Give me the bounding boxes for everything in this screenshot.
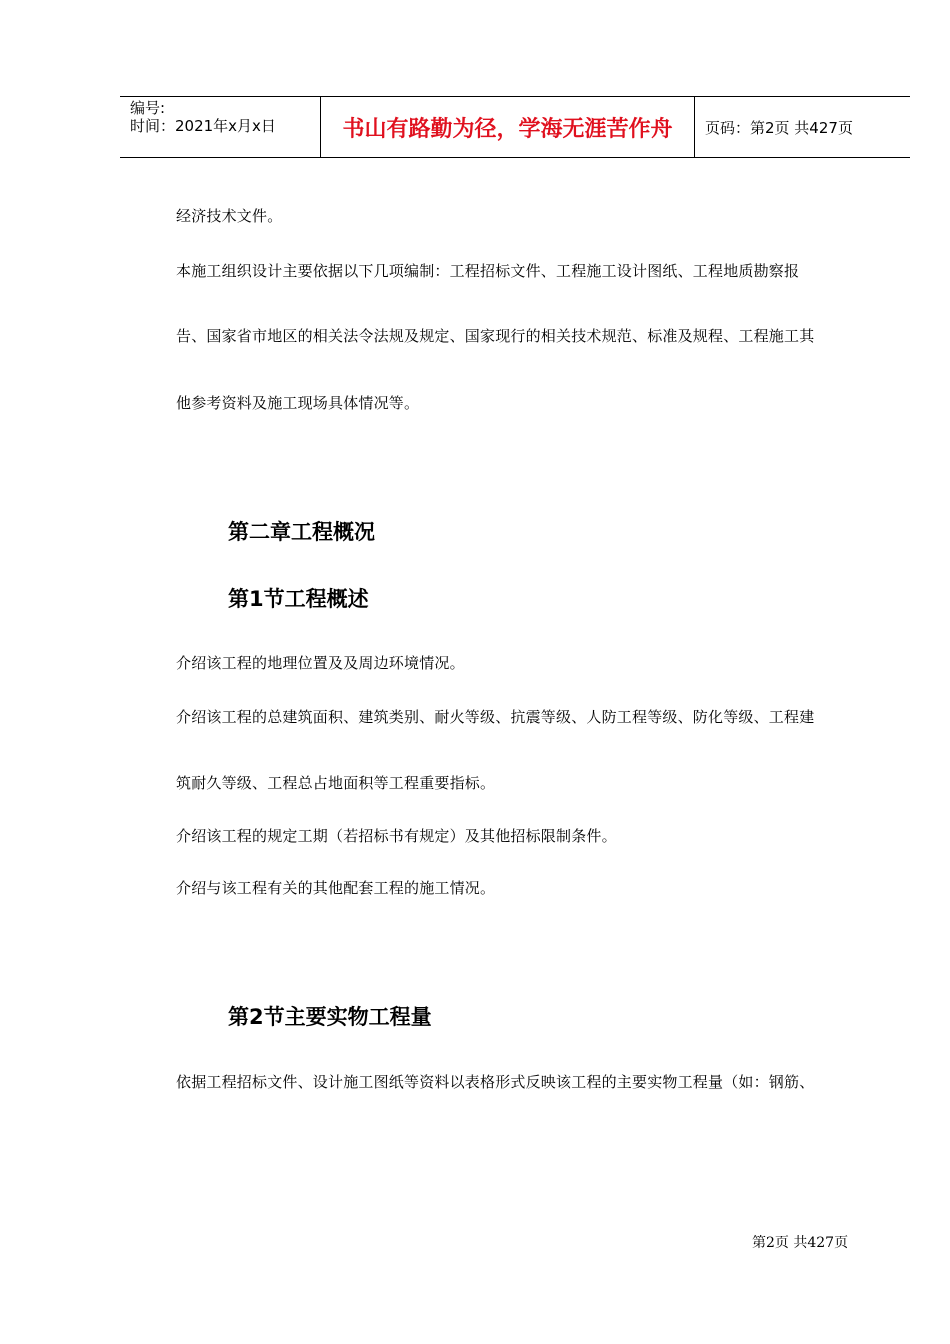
- chapter-title: 第二章工程概况: [228, 520, 375, 544]
- page-footer-number: 第2页 共427页: [752, 1235, 849, 1251]
- page-header: [120, 96, 910, 158]
- code-label: 编号:: [130, 99, 166, 117]
- paragraph-line: 告、国家省市地区的相关法令法规及规定、国家现行的相关技术规范、标准及规程、工程施工其: [176, 327, 815, 345]
- header-page-label: 页码：第2页 共427页: [705, 118, 853, 137]
- paragraph: 介绍该工程的地理位置及及周边环境情况。: [176, 654, 465, 672]
- paragraph-line: 他参考资料及施工现场具体情况等。: [176, 394, 420, 412]
- paragraph-line: 依据工程招标文件、设计施工图纸等资料以表格形式反映该工程的主要实物工程量（如：钢筋、: [176, 1073, 815, 1091]
- header-meta: [120, 97, 321, 157]
- paragraph: 介绍与该工程有关的其他配套工程的施工情况。: [176, 879, 496, 897]
- paragraph-line: 介绍该工程的总建筑面积、建筑类别、耐火等级、抗震等级、人防工程等级、防化等级、工程建: [176, 708, 815, 726]
- paragraph: 经济技术文件。: [176, 207, 283, 225]
- header-motto: 书山有路勤为径，学海无涯苦作舟: [321, 97, 695, 157]
- section-title: 第2节主要实物工程量: [228, 1005, 432, 1029]
- section-title: 第1节工程概述: [228, 587, 369, 611]
- paragraph-line: 筑耐久等级、工程总占地面积等工程重要指标。: [176, 774, 496, 792]
- paragraph-line: 本施工组织设计主要依据以下几项编制：工程招标文件、工程施工设计图纸、工程地质勘察报: [176, 262, 800, 280]
- paragraph: 介绍该工程的规定工期（若招标书有规定）及其他招标限制条件。: [176, 827, 617, 845]
- time-label: 时间：2021年x月x日: [130, 117, 276, 135]
